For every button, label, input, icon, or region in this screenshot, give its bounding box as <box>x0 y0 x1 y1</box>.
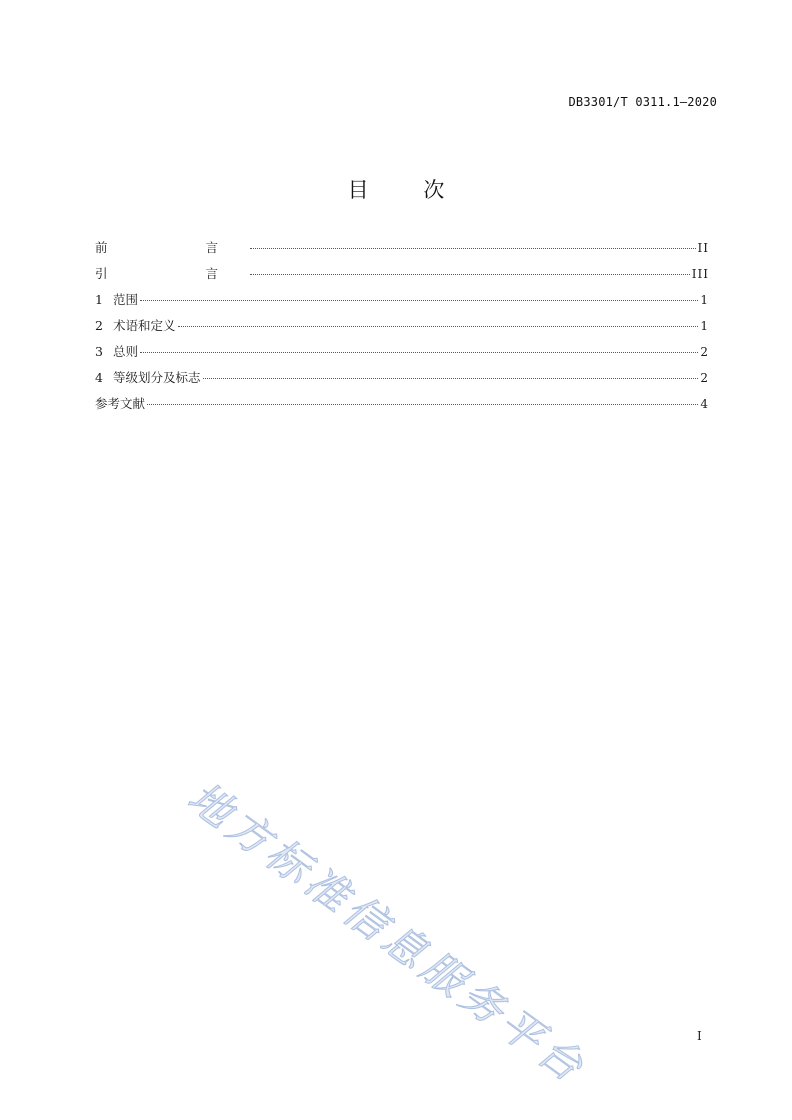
page-number: I <box>697 1029 702 1043</box>
toc-entry-number: 4 <box>95 370 103 385</box>
toc-entry-page: 1 <box>700 293 709 307</box>
dot-leader <box>147 404 698 405</box>
toc-entry-foreword[interactable] <box>95 238 709 264</box>
toc-entry-number: 3 <box>95 344 103 359</box>
toc-entry-scope[interactable] <box>95 290 709 316</box>
watermark: 地方标准信息服务平台 <box>179 772 597 1094</box>
toc-entry-label: 术语和定义 <box>113 318 176 333</box>
toc-entry-label: 引 言 <box>95 266 248 281</box>
dot-leader <box>140 352 698 353</box>
toc-entry-references[interactable] <box>95 394 709 420</box>
dot-leader <box>203 378 699 379</box>
dot-leader <box>140 300 698 301</box>
toc-entry-label: 参考文献 <box>95 396 146 411</box>
dot-leader <box>178 326 699 327</box>
toc-entry-label: 等级划分及标志 <box>113 370 201 385</box>
toc-entry-label: 总则 <box>113 344 139 359</box>
toc-entry-page: 2 <box>700 371 709 385</box>
toc-title-char: 次 <box>423 178 445 202</box>
toc-title-char: 目 <box>347 178 369 202</box>
toc-entry-introduction[interactable] <box>95 264 709 290</box>
toc-entry-page: III <box>691 267 709 281</box>
toc-entry-general[interactable] <box>95 342 709 368</box>
toc-entry-page: II <box>697 241 709 255</box>
toc-entry-label: 前 言 <box>95 240 248 255</box>
toc-entry-page: 2 <box>700 345 709 359</box>
toc-title <box>0 174 792 204</box>
toc-entry-page: 4 <box>700 397 709 411</box>
toc-entry-page: 1 <box>700 319 709 333</box>
document-number: DB3301/T 0311.1—2020 <box>568 95 717 109</box>
dot-leader <box>250 248 696 249</box>
toc-entry-number: 1 <box>95 292 103 307</box>
toc-list <box>95 238 709 420</box>
dot-leader <box>250 274 690 275</box>
toc-entry-grading[interactable] <box>95 368 709 394</box>
toc-entry-number: 2 <box>95 318 103 333</box>
toc-entry-label: 范围 <box>113 292 139 307</box>
toc-entry-terms[interactable] <box>95 316 709 342</box>
